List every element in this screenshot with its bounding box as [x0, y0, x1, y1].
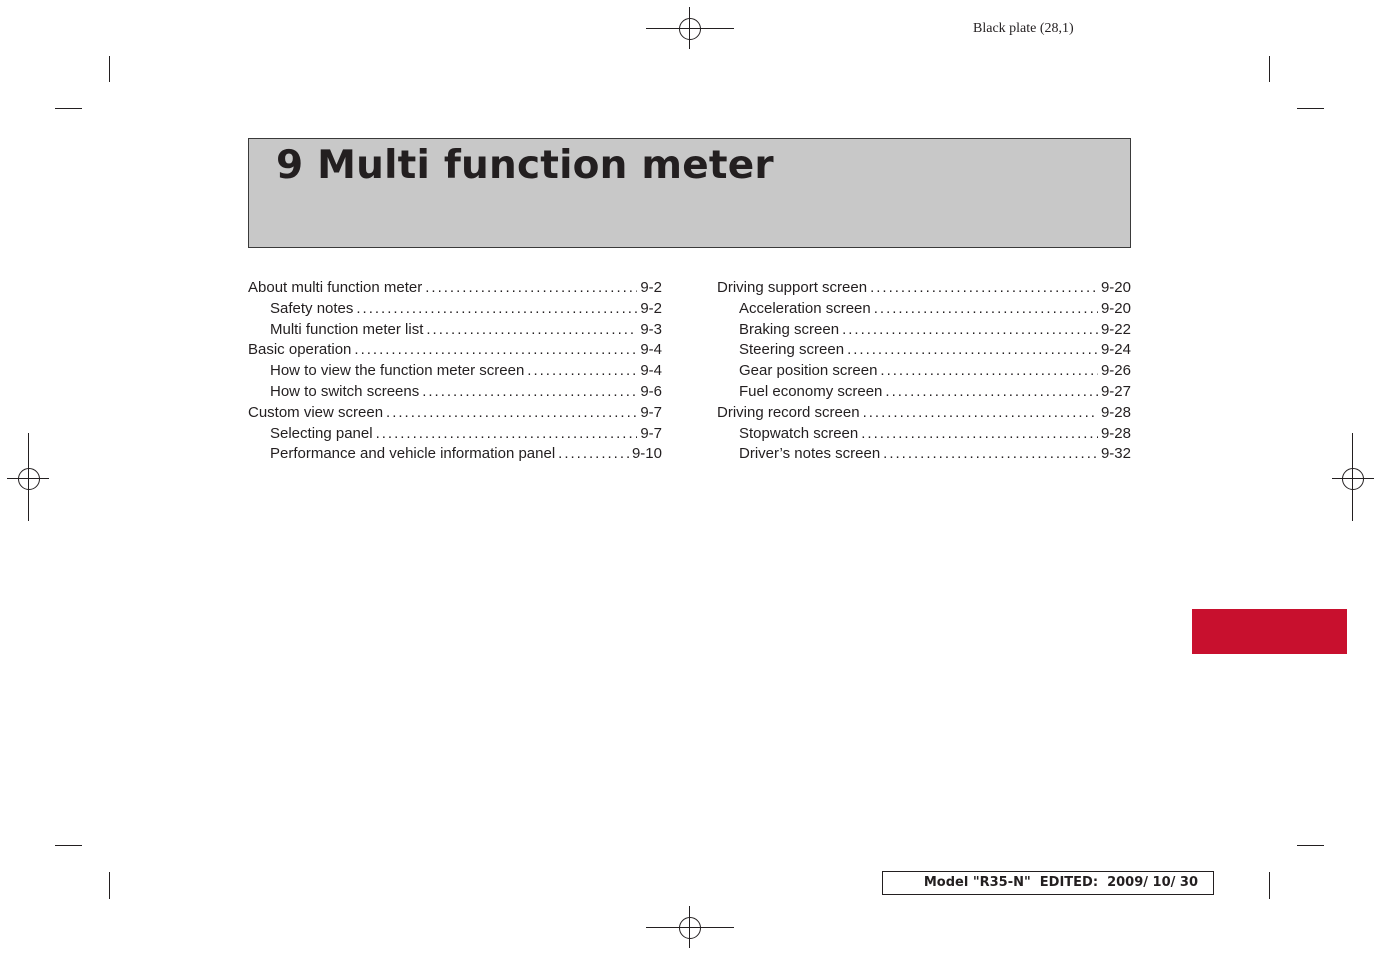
toc-entry-page: 9-6 — [640, 382, 662, 400]
toc-entry-label: Driver’s notes screen — [739, 445, 881, 463]
toc-entry-label: Gear position screen — [739, 362, 878, 380]
toc-entry[interactable] — [248, 361, 662, 382]
toc-dot-leader — [880, 361, 1098, 382]
toc-entry-label: Multi function meter list — [270, 320, 424, 338]
toc-dot-leader — [861, 424, 1098, 445]
registration-circle-icon — [18, 468, 40, 490]
crop-line — [1297, 845, 1324, 846]
toc-entry[interactable] — [248, 382, 662, 403]
crop-line — [55, 845, 82, 846]
plate-label: Black plate (28,1) — [973, 21, 1074, 36]
toc-entry-label: Driving record screen — [717, 403, 860, 421]
toc-dot-leader — [847, 340, 1098, 361]
toc-entry-page: 9-2 — [640, 299, 662, 317]
toc-entry[interactable] — [248, 424, 662, 445]
toc-entry[interactable] — [717, 424, 1131, 445]
toc-entry[interactable] — [717, 444, 1131, 465]
toc-dot-leader — [426, 320, 637, 341]
crop-line — [1297, 108, 1324, 109]
chapter-title: 9 Multi function meter — [276, 143, 774, 188]
toc-entry-page: 9-4 — [640, 341, 662, 359]
toc-dot-leader — [386, 403, 637, 424]
toc-dot-leader — [354, 340, 637, 361]
toc-entry-label: Fuel economy screen — [739, 382, 883, 400]
toc-dot-leader — [356, 299, 637, 320]
toc-dot-leader — [863, 403, 1098, 424]
model-edited-info: Model "R35-N" EDITED: 2009/ 10/ 30 — [882, 871, 1214, 895]
toc-entry[interactable] — [248, 444, 662, 465]
toc-entry-label: Performance and vehicle information panel — [270, 445, 556, 463]
toc-entry-label: Acceleration screen — [739, 299, 871, 317]
toc-right-column — [717, 278, 1131, 465]
toc-entry-page: 9-4 — [640, 362, 662, 380]
toc-entry-page: 9-10 — [631, 445, 662, 463]
toc-entry[interactable] — [717, 382, 1131, 403]
toc-entry-label: Braking screen — [739, 320, 840, 338]
registration-circle-icon — [1342, 468, 1364, 490]
toc-dot-leader — [376, 424, 638, 445]
toc-entry-label: Driving support screen — [717, 279, 868, 296]
toc-dot-leader — [842, 320, 1098, 341]
toc-entry-label: How to view the function meter screen — [270, 362, 525, 380]
toc-dot-leader — [874, 299, 1098, 320]
toc-entry-label: Stopwatch screen — [739, 424, 859, 442]
toc-entry-label: About multi function meter — [248, 279, 423, 296]
toc-entry[interactable] — [248, 299, 662, 320]
toc-entry[interactable] — [248, 403, 662, 424]
crop-line — [1269, 56, 1270, 82]
toc-entry[interactable] — [248, 340, 662, 361]
toc-entry[interactable] — [717, 340, 1131, 361]
toc-entry[interactable] — [717, 299, 1131, 320]
toc-dot-leader — [885, 382, 1098, 403]
registration-circle-icon — [679, 18, 701, 40]
toc-entry-label: Safety notes — [270, 299, 354, 317]
crop-line — [55, 108, 82, 109]
toc-entry-label: Selecting panel — [270, 424, 373, 442]
registration-circle-icon — [679, 917, 701, 939]
toc-entry-page: 9-24 — [1100, 341, 1131, 359]
toc-entry-page: 9-20 — [1100, 279, 1131, 296]
toc-dot-leader — [425, 278, 637, 299]
toc-entry-page: 9-3 — [640, 320, 662, 338]
toc-entry-page: 9-20 — [1100, 299, 1131, 317]
toc-entry-page: 9-2 — [640, 279, 662, 296]
toc-entry-page: 9-28 — [1100, 403, 1131, 421]
toc-entry-label: How to switch screens — [270, 382, 420, 400]
toc-entry[interactable] — [248, 320, 662, 341]
toc-entry[interactable] — [717, 320, 1131, 341]
toc-dot-leader — [527, 361, 637, 382]
toc-entry[interactable] — [717, 403, 1131, 424]
toc-dot-leader — [422, 382, 637, 403]
crop-line — [109, 872, 110, 899]
toc-dot-leader — [883, 444, 1098, 465]
toc-dot-leader — [558, 444, 629, 465]
toc-entry[interactable] — [717, 361, 1131, 382]
toc-entry-page: 9-28 — [1100, 424, 1131, 442]
crop-line — [1269, 872, 1270, 899]
toc-entry-page: 9-22 — [1100, 320, 1131, 338]
toc-entry-page: 9-7 — [640, 424, 662, 442]
toc-entry-label: Custom view screen — [248, 403, 384, 421]
toc-entry-page: 9-32 — [1100, 445, 1131, 463]
toc-dot-leader — [870, 278, 1098, 299]
section-tab — [1192, 609, 1347, 654]
toc-entry-label: Basic operation — [248, 341, 352, 359]
toc-entry-page: 9-7 — [640, 403, 662, 421]
chapter-header — [248, 138, 1131, 248]
crop-line — [109, 56, 110, 82]
toc-entry-page: 9-27 — [1100, 382, 1131, 400]
toc-entry-label: Steering screen — [739, 341, 845, 359]
toc-entry-page: 9-26 — [1100, 362, 1131, 380]
toc-left-column — [248, 278, 662, 465]
toc-entry[interactable] — [717, 278, 1131, 299]
toc-entry[interactable] — [248, 278, 662, 299]
